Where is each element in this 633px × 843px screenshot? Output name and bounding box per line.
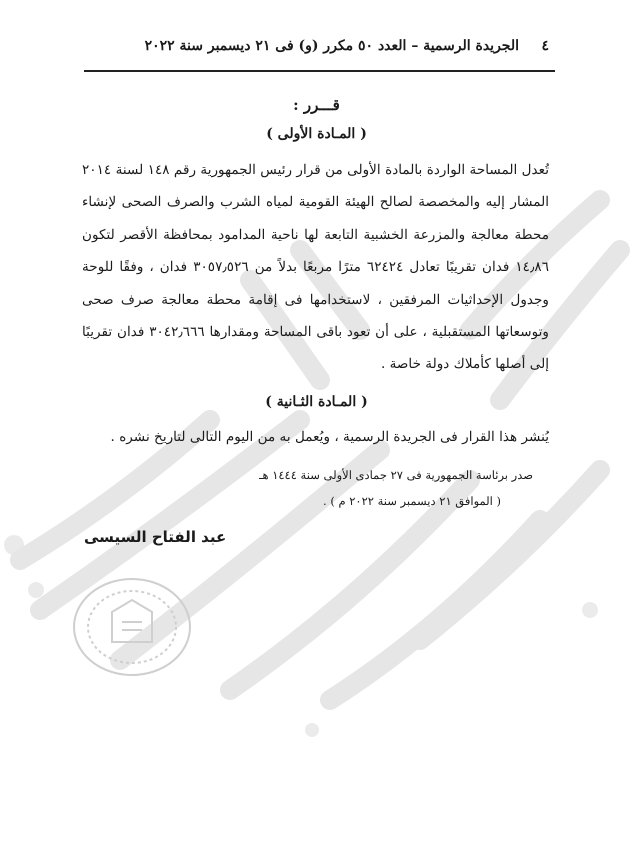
article2-text: يُنشر هذا القرار فى الجريدة الرسمية ، ويُعمل به من اليوم التالى لتاريخ نشره .	[110, 429, 549, 445]
header-rule	[84, 70, 555, 72]
corresponding-date: ( الموافق ٢١ ديسمبر سنة ٢٠٢٢ م ) .	[323, 494, 501, 508]
signature: عبد الفتاح السيسى	[84, 528, 227, 546]
issued-date: صدر برئاسة الجمهورية فى ٢٧ جمادى الأولى سنة ١٤٤٤ هـ	[259, 468, 533, 482]
page-number: ٤	[541, 38, 549, 54]
article2-title: ( المـادة الثـانية )	[265, 394, 368, 410]
decree-heading: قـــرر :	[293, 96, 340, 114]
official-seal	[66, 572, 198, 682]
article1-text: تُعدل المساحة الواردة بالمادة الأولى من قرار رئيس الجمهورية رقم ١٤٨ لسنة ٢٠١٤ المشار إليه والمخصصة لصالح الهيئة القومية لمياه الشرب والصرف الصحى لإنشاء محطة معالجة والمزرعة الخشبية التابعة لها ناحية المدامود بمحافظة الأقصر لتكون ١٤٫٨٦ فدان تقريبًا تعادل ٦٢٤٢٤ مترًا مربعًا بدلاً من ٣٠٥٧٫٥٢٦ فدان ، وفقًا للوحة وجدول الإحداثيات المرفقين ، لاستخدامها فى إقامة محطة معالجة صرف صحى وتوسعاتها المستقبلية ، على أن تعود باقى المساحة ومقدارها ٣٠٤٢٫٦٦٦ فدان تقريبًا إلى أصلها كأملاك دولة خاصة .	[82, 162, 549, 373]
gazette-title: الجريدة الرسمية – العدد ٥٠ مكرر (و) فى ٢١ ديسمبر سنة ٢٠٢٢	[144, 38, 519, 54]
article1-title: ( المـادة الأولى )	[266, 126, 367, 142]
page-header	[84, 36, 549, 62]
